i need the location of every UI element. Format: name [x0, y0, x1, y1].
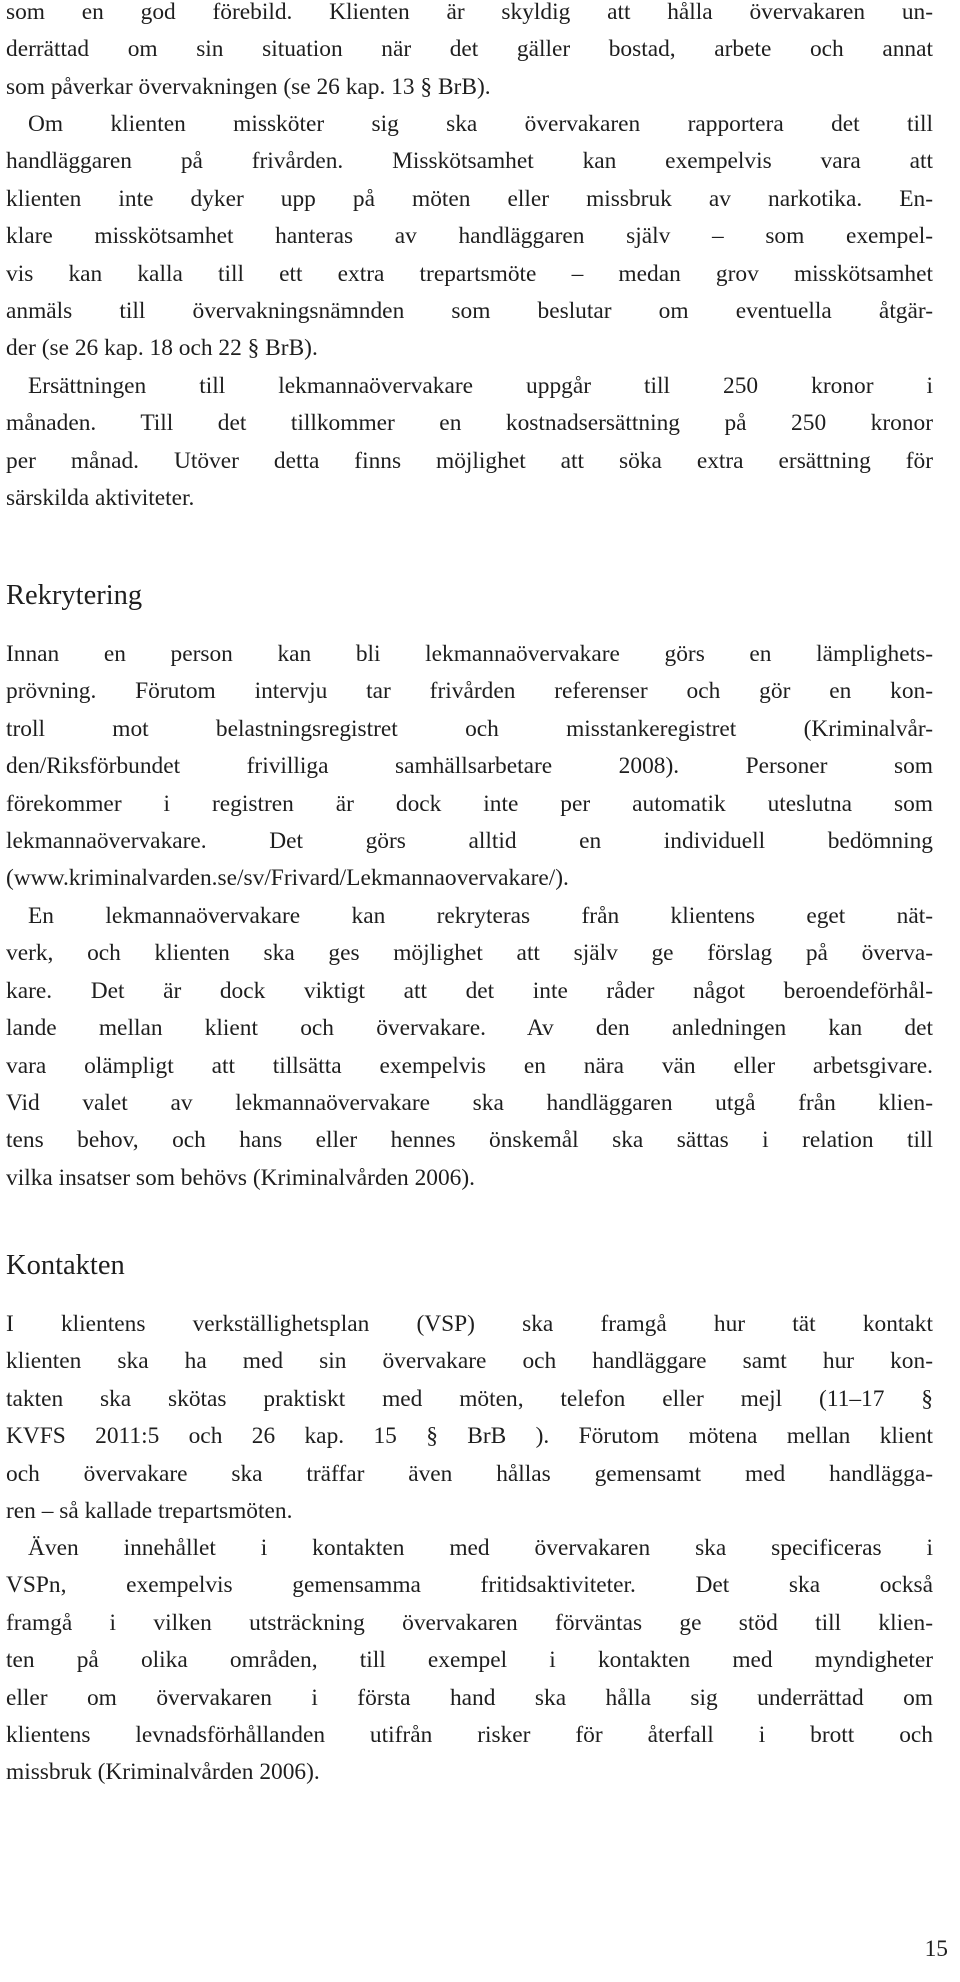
- text-line: klare misskötsamhet hanteras av handläggaren själv – som exempel-: [6, 223, 933, 250]
- text-line: lekmannaövervakare. Det görs alltid en individuell bedömning: [6, 828, 933, 855]
- text-line: den/Riksförbundet frivilliga samhällsarbetare 2008). Personer som: [6, 753, 933, 780]
- text-line: tens behov, och hans eller hennes önskemål ska sättas i relation till: [6, 1127, 933, 1154]
- text-line: som påverkar övervakningen (se 26 kap. 13 § BrB).: [6, 73, 491, 100]
- text-line: verk, och klienten ska ges möjlighet att själv ge förslag på överva-: [6, 940, 933, 967]
- page-number: 15: [924, 1936, 948, 1962]
- text-line: troll mot belastningsregistret och misstankeregistret (Kriminalvår-: [6, 715, 933, 742]
- text-line: der (se 26 kap. 18 och 22 § BrB).: [6, 335, 318, 362]
- text-line: Även innehållet i kontakten med övervakaren ska specificeras i: [28, 1535, 933, 1561]
- text-line: förekommer i registren är dock inte per automatik uteslutna som: [6, 790, 933, 817]
- text-line: Innan en person kan bli lekmannaövervakare görs en lämplighets-: [6, 641, 933, 667]
- text-line: I klientens verkställighetsplan (VSP) ska framgå hur tät kontakt: [6, 1311, 933, 1337]
- text-line: vis kan kalla till ett extra trepartsmöte – medan grov misskötsamhet: [6, 260, 933, 287]
- text-line: vara olämpligt att tillsätta exempelvis en nära vän eller arbetsgivare.: [6, 1052, 933, 1079]
- paragraph-contact-content: [6, 1530, 933, 1792]
- text-line: takten ska skötas praktiskt med möten, telefon eller mejl (11–17 §: [6, 1385, 933, 1412]
- text-line: som en god förebild. Klienten är skyldig att hålla övervakaren un-: [6, 0, 933, 25]
- text-line: ten på olika områden, till exempel i kontakten med myndigheter: [6, 1647, 933, 1674]
- section-heading-kontakten: Kontakten: [6, 1250, 125, 1281]
- text-line: handläggaren på frivården. Misskötsamhet kan exempelvis vara att: [6, 148, 933, 175]
- text-line: framgå i vilken utsträckning övervakaren förväntas ge stöd till klien-: [6, 1609, 933, 1636]
- paragraph-contact-plan: [6, 1306, 933, 1530]
- text-line: klienten inte dyker upp på möten eller missbruk av narkotika. En-: [6, 185, 933, 212]
- text-line: eller om övervakaren i första hand ska hålla sig underrättad om: [6, 1684, 933, 1711]
- text-line: anmäls till övervakningsnämnden som beslutar om eventuella åtgär-: [6, 298, 933, 325]
- section-heading-rekrytering: Rekrytering: [6, 580, 143, 611]
- text-line: och övervakare ska träffar även hållas gemensamt med handlägga-: [6, 1460, 933, 1487]
- text-line: klienten ska ha med sin övervakare och handläggare samt hur kon-: [6, 1348, 933, 1375]
- text-line: vilka insatser som behövs (Kriminalvården 2006).: [6, 1164, 476, 1191]
- text-line: Vid valet av lekmannaövervakare ska handläggaren utgå från klien-: [6, 1090, 933, 1117]
- text-line: kare. Det är dock viktigt att det inte råder något beroendeförhål-: [6, 977, 933, 1004]
- text-line: Ersättningen till lekmannaövervakare uppgår till 250 kronor i: [28, 373, 933, 399]
- text-line: VSPn, exempelvis gemensamma fritidsaktiviteter. Det ska också: [6, 1572, 933, 1599]
- paragraph-continuation: [6, 0, 933, 106]
- text-line: ren – så kallade trepartsmöten.: [6, 1498, 293, 1525]
- text-line: klientens levnadsförhållanden utifrån risker för återfall i brott och: [6, 1722, 933, 1749]
- text-line: missbruk (Kriminalvården 2006).: [6, 1759, 320, 1786]
- text-line: prövning. Förutom intervju tar frivården referenser och gör en kon-: [6, 678, 933, 705]
- text-line: KVFS 2011:5 och 26 kap. 15 § BrB ). Förutom mötena mellan klient: [6, 1423, 933, 1450]
- text-line: lande mellan klient och övervakare. Av den anledningen kan det: [6, 1015, 933, 1042]
- paragraph-compensation: [6, 368, 933, 518]
- text-line: per månad. Utöver detta finns möjlighet att söka extra ersättning för: [6, 447, 933, 474]
- text-line: derrättad om sin situation när det gäller bostad, arbete och annat: [6, 36, 933, 63]
- paragraph-recruitment-network: [6, 898, 933, 1197]
- paragraph-misconduct: [6, 106, 933, 368]
- text-line: (www.kriminalvarden.se/sv/Frivard/Lekmannaovervakare/).: [6, 865, 569, 892]
- paragraph-suitability-assessment: [6, 636, 933, 898]
- text-line: särskilda aktiviteter.: [6, 485, 195, 512]
- text-line: Om klienten missköter sig ska övervakaren rapportera det till: [28, 111, 933, 137]
- text-line: En lekmannaövervakare kan rekryteras från klientens eget nät-: [28, 903, 933, 929]
- text-line: månaden. Till det tillkommer en kostnadsersättning på 250 kronor: [6, 410, 933, 437]
